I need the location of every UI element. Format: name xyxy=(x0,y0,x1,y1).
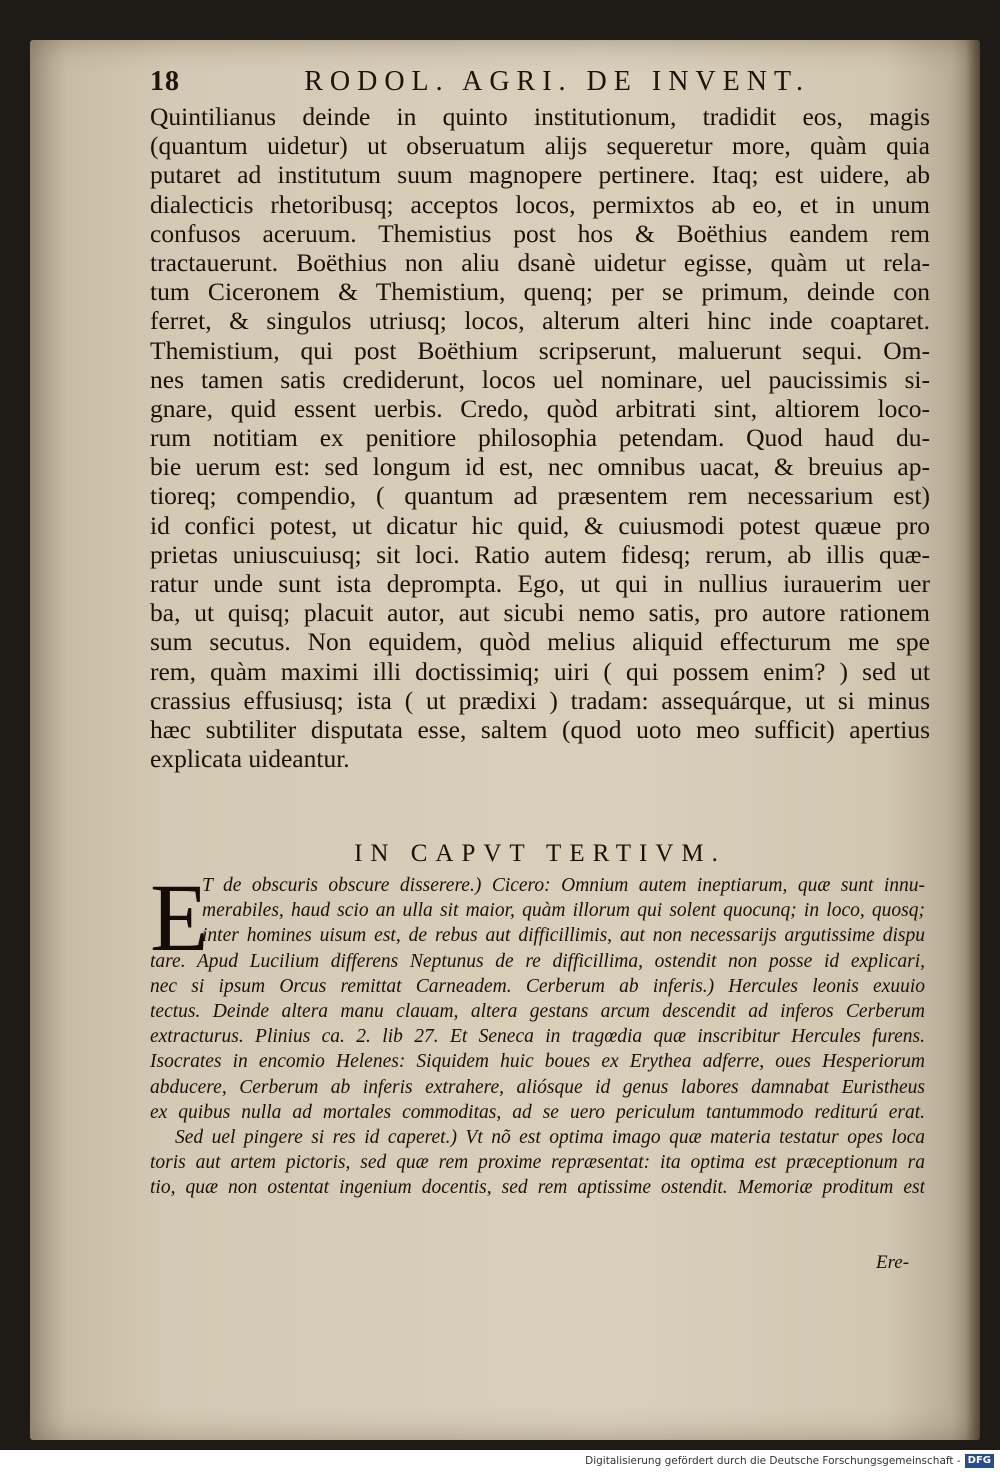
commentary-line: toris aut artem pictoris, sed quæ rem proxime repræsentat: ita optima est præceptionum ra xyxy=(150,1152,925,1174)
commentary-line: T de obscuris obscure disserere.) Cicero: Omnium autem ineptiarum, quæ sunt innu- xyxy=(202,875,925,896)
running-head xyxy=(150,62,810,102)
text-line: tioreq; compendio, ( quantum ad præsentem rem necessarium est) xyxy=(150,481,930,511)
main-text-block xyxy=(150,102,930,773)
text-line: Themistium, qui post Boëthium scripserunt, maluerunt sequi. Om- xyxy=(150,335,930,365)
page-number: 18 xyxy=(150,66,180,97)
text-line: ferret, & singulos utriusq; locos, alterum alteri hinc inde coaptaret. xyxy=(150,306,930,336)
footer-credit: Digitalisierung gefördert durch die Deutsche Forschungsgemeinschaft - xyxy=(585,1455,961,1467)
commentary-line: merabiles, haud scio an ulla sit maior, quàm illorum qui solent quocunq; in loco, quosq; xyxy=(202,900,925,922)
text-line: crassius effusiusq; ista ( ut prædixi ) tradam: assequárque, ut si minus xyxy=(150,685,930,715)
text-line: confusos aceruum. Themistius post hos & Boëthius eandem rem xyxy=(150,218,930,248)
commentary-line: abducere, Cerberum ab inferis extrahere, aliósque id genus labores damnabat Euristheus xyxy=(150,1076,925,1098)
text-line: sum secutus. Non equidem, quòd melius aliquid effecturum me spe xyxy=(150,627,930,657)
catchword: Ere- xyxy=(876,1252,910,1273)
section-heading: IN CAPVT TERTIVM. xyxy=(354,840,726,867)
text-line: prietas uniuscuiusq; sit loci. Ratio autem fidesq; rerum, ab illis quæ- xyxy=(150,539,930,569)
page-gutter-shadow xyxy=(966,40,980,1440)
text-line: hæc subtiliter disputata esse, saltem (quod uoto meo sufficit) apertius xyxy=(150,714,930,744)
commentary-line: tare. Apud Lucilium differens Neptunus de re difficillima, ostendit non posse id explicari, xyxy=(150,950,925,972)
commentary-line: tio, quæ non ostentat ingenium docentis, sed rem aptissime ostendit. Memoriæ proditum est xyxy=(150,1177,925,1199)
text-line: Quintilianus deinde in quinto institutionum, tradidit eos, magis xyxy=(150,102,930,131)
text-line: id confici potest, ut dicatur hic quid, & cuiusmodi potest quæue pro xyxy=(150,510,930,540)
text-line: rem, quàm maximi illi doctissimiq; uiri ( qui possem enim? ) sed ut xyxy=(150,656,930,686)
text-line: nes tamen satis crediderunt, locos uel nominare, uel paucissimis si- xyxy=(150,364,930,394)
text-line: tractauerunt. Boëthius non aliu dsanè uidetur egisse, quàm ut rela- xyxy=(150,247,930,277)
text-line: putaret ad institutum suum magnopere pertinere. Itaq; est uidere, ab xyxy=(150,160,930,190)
text-line: ratur unde sunt ista deprompta. Ego, ut qui in nullius iurauerim uer xyxy=(150,569,930,598)
commentary-block xyxy=(150,873,925,1200)
commentary-line: tectus. Deinde altera manu clauam, altera gestans arcum descendit ad inferos Cerberum xyxy=(150,1000,925,1022)
running-title: RODOL. AGRI. DE INVENT. xyxy=(304,66,810,97)
text-line: gnare, quid essent uerbis. Credo, quòd arbitrati sint, altiorem loco- xyxy=(150,393,930,423)
drop-cap: E xyxy=(150,864,209,971)
text-line: explicata uideantur. xyxy=(150,744,350,774)
commentary-line: ex quibus nulla ad mortales commoditas, ad se uero periculum tantummodo rediturú erat. xyxy=(150,1101,925,1123)
commentary-line: inter homines uisum est, de rebus aut difficillimis, aut non necessarijs argutissime dispu xyxy=(202,925,925,947)
footer-bar xyxy=(0,1450,1000,1472)
commentary-line: Isocrates in encomio Helenes: Siquidem huic boues ex Erythea adferre, oues Hesperiorum xyxy=(150,1051,925,1073)
dfg-logo: DFG xyxy=(965,1454,994,1468)
text-line: ba, ut quisq; placuit autor, aut sicubi nemo satis, pro autore rationem xyxy=(150,598,930,628)
text-line: bie uerum est: sed longum id est, nec omnibus uacat, & breuius ap- xyxy=(150,452,930,482)
text-line: tum Ciceronem & Themistium, quenq; per se primum, deinde con xyxy=(150,277,930,307)
commentary-line: extracturus. Plinius ca. 2. lib 27. Et Seneca in tragœdia quæ inscribitur Hercules furens. xyxy=(150,1026,925,1048)
commentary-line: Sed uel pingere si res id caperet.) Vt nõ est optima imago quæ materia testatur opes loca xyxy=(175,1126,925,1148)
text-line: rum notitiam ex penitiore philosophia petendam. Quod haud du- xyxy=(150,423,930,453)
commentary-line: nec si ipsum Orcus remittat Carneadem. Cerberum ab inferis.) Hercules leonis exuuio xyxy=(150,975,925,997)
text-line: (quantum uidetur) ut obseruatum alijs sequeretur more, quàm quia xyxy=(150,131,930,161)
text-line: dialecticis rhetoribusq; acceptos locos, permixtos ab eo, et in unum xyxy=(150,189,930,219)
